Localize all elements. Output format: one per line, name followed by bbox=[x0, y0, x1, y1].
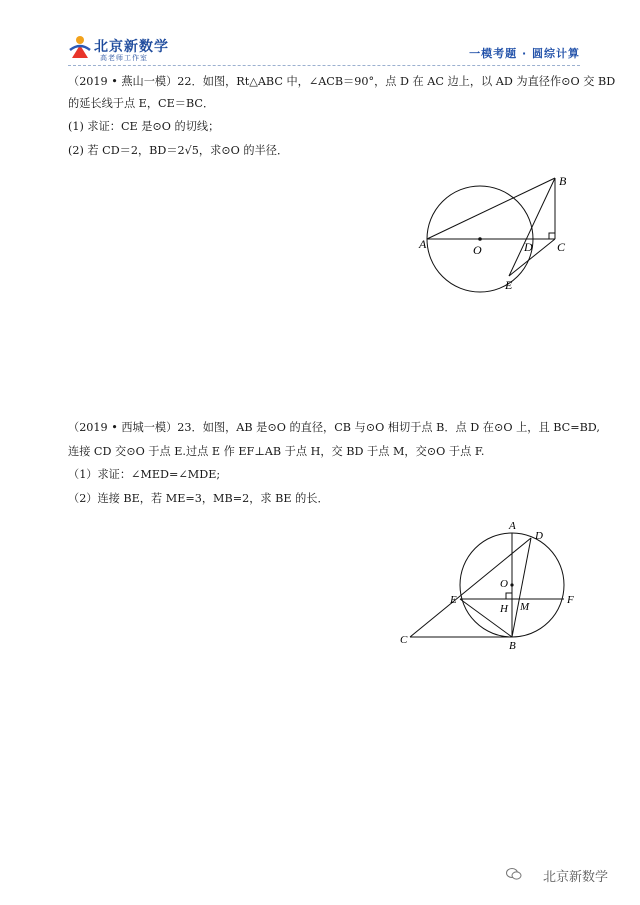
label-m: M bbox=[520, 601, 530, 613]
label-e: E bbox=[505, 278, 513, 292]
problem2-statement-line2: 连接 CD 交⊙O 于点 E.过点 E 作 EF⊥AB 于点 H，交 BD 于点 M，交⊙O 于点 F. bbox=[68, 445, 485, 458]
segment-be bbox=[509, 178, 555, 276]
label-e: E bbox=[450, 594, 457, 606]
center-point-o bbox=[478, 237, 482, 241]
brand-name: 北京新数学 bbox=[94, 39, 169, 55]
problem1-statement-line1: （2019 • 燕山一模）22．如图，Rt△ABC 中，∠ACB＝90°，点 D 在 AC 边上，以 AD 为直径作⊙O 交 BD bbox=[68, 75, 616, 88]
problem2-part1: （1）求证：∠MED=∠MDE; bbox=[68, 468, 221, 481]
problem2-statement-line1: （2019 • 西城一模）23．如图，AB 是⊙O 的直径，CB 与⊙O 相切于点 B．点 D 在⊙O 上，且 BC=BD, bbox=[68, 421, 600, 434]
label-o: O bbox=[500, 578, 508, 590]
center-point-o bbox=[510, 583, 513, 586]
problem2-part2: （2）连接 BE，若 ME=3，MB=2，求 BE 的长． bbox=[68, 492, 329, 505]
brand-logo bbox=[68, 34, 92, 60]
series-title: 一模考题 · 圆综计算 bbox=[469, 47, 580, 60]
right-angle-mark bbox=[549, 233, 555, 239]
segment-bd bbox=[512, 538, 531, 637]
problem1-statement-line2: 的延长线于点 E，CE＝BC． bbox=[68, 97, 215, 110]
label-f: F bbox=[567, 594, 574, 606]
label-a: A bbox=[509, 520, 516, 532]
problem1-part2: (2) 若 CD＝2，BD＝2√5，求⊙O 的半径． bbox=[68, 144, 289, 157]
header-divider bbox=[68, 65, 580, 66]
label-d: D bbox=[535, 530, 543, 542]
label-a: A bbox=[419, 237, 427, 251]
wechat-icon bbox=[506, 866, 522, 880]
wechat-account-name: 北京新数学 bbox=[542, 870, 608, 885]
label-h: H bbox=[500, 603, 508, 615]
problem1-part1: (1) 求证：CE 是⊙O 的切线； bbox=[68, 120, 220, 133]
label-d: D bbox=[524, 240, 533, 254]
problem1-figure bbox=[415, 170, 590, 295]
label-b: B bbox=[559, 174, 567, 188]
label-c: C bbox=[400, 634, 408, 646]
label-c: C bbox=[557, 240, 566, 254]
logo-icon bbox=[68, 34, 92, 60]
brand-subtitle: 高老师工作室 bbox=[100, 54, 148, 62]
label-o: O bbox=[473, 243, 482, 257]
problem2-figure bbox=[395, 515, 585, 655]
label-b: B bbox=[509, 640, 516, 652]
right-angle-mark bbox=[506, 593, 512, 599]
